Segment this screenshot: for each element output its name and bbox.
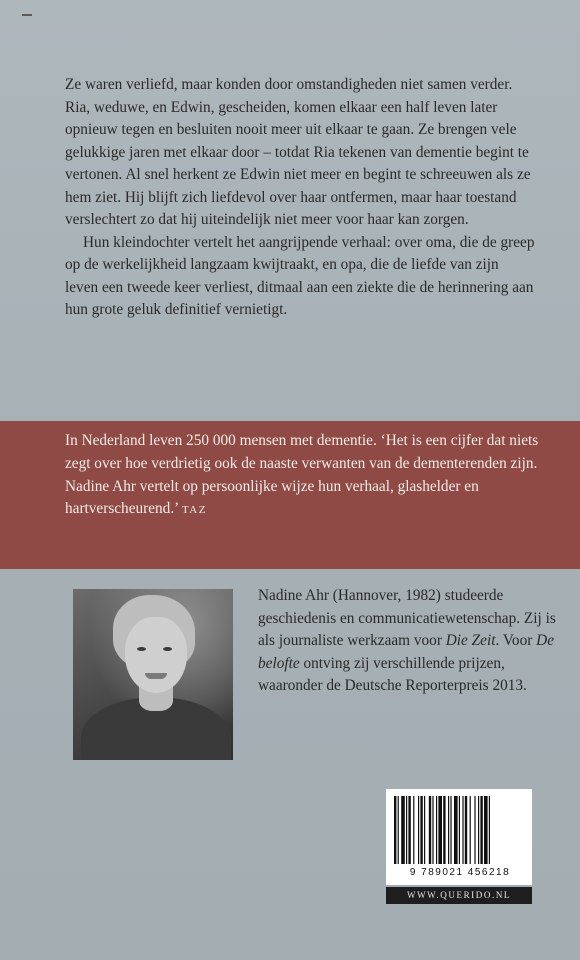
blurb-paragraph-1: Ze waren verliefd, maar konden door omstandigheden niet samen verder. Ria, weduwe, en Edwin, gescheiden, komen elkaar een half leven later opnieuw tegen en besluiten nooit meer uit elkaar te gaan. Ze brengen vele gelukkige jaren met elkaar door – totdat Ria tekenen van dementie begint te vertonen. Al snel herkent ze Edwin niet meer en begint te schreeuwen als ze hem ziet. Hij blijft zich liefdevol over haar ontfermen, maar haar toestand verslechtert zo dat hij uiteindelijk niet meer voor haar kan zorgen.: [65, 76, 531, 228]
publisher-url: WWW.QUERIDO.NL: [386, 887, 532, 904]
quote-text: In Nederland leven 250 000 mensen met dementie. ‘Het is een cijfer dat niets zegt over hoe verdrietig ook de naaste verwanten van de dementerenden zijn. Nadine Ahr vertelt op persoonlijke wijze hun verhaal, glashelder en hartverscheurend.’: [65, 432, 539, 518]
bio-text-1: Nadine Ahr (Hannover, 1982) studeerde geschiedenis en communicatiewetenschap. Zij is als journaliste werkzaam voor: [258, 587, 556, 649]
corner-mark: [22, 14, 32, 16]
quote-source: TAZ: [181, 504, 207, 517]
bio-text-3: ontving zij verschillende prijzen, waaronder de Deutsche Reporterpreis 2013.: [258, 654, 527, 694]
bio-book-title: De belofte: [258, 632, 554, 672]
author-photo: [73, 589, 233, 760]
author-bio: [258, 585, 558, 698]
isbn-barcode: [386, 789, 532, 885]
review-quote: [65, 430, 545, 522]
barcode-bars: [394, 796, 524, 866]
barcode-digits: 9 789021 456218: [409, 867, 511, 878]
blurb-text: [65, 74, 535, 322]
bio-publication: Die Zeit: [445, 632, 496, 649]
bio-text-2: . Voor: [495, 632, 537, 649]
blurb-paragraph-2: Hun kleindochter vertelt het aangrijpende verhaal: over oma, die de greep op de werkelijkheid langzaam kwijtraakt, en opa, die de liefde van zijn leven een tweede keer verliest, ditmaal aan een ziekte die de herinnering aan hun grote geluk definitief vernietigt.: [65, 233, 535, 318]
